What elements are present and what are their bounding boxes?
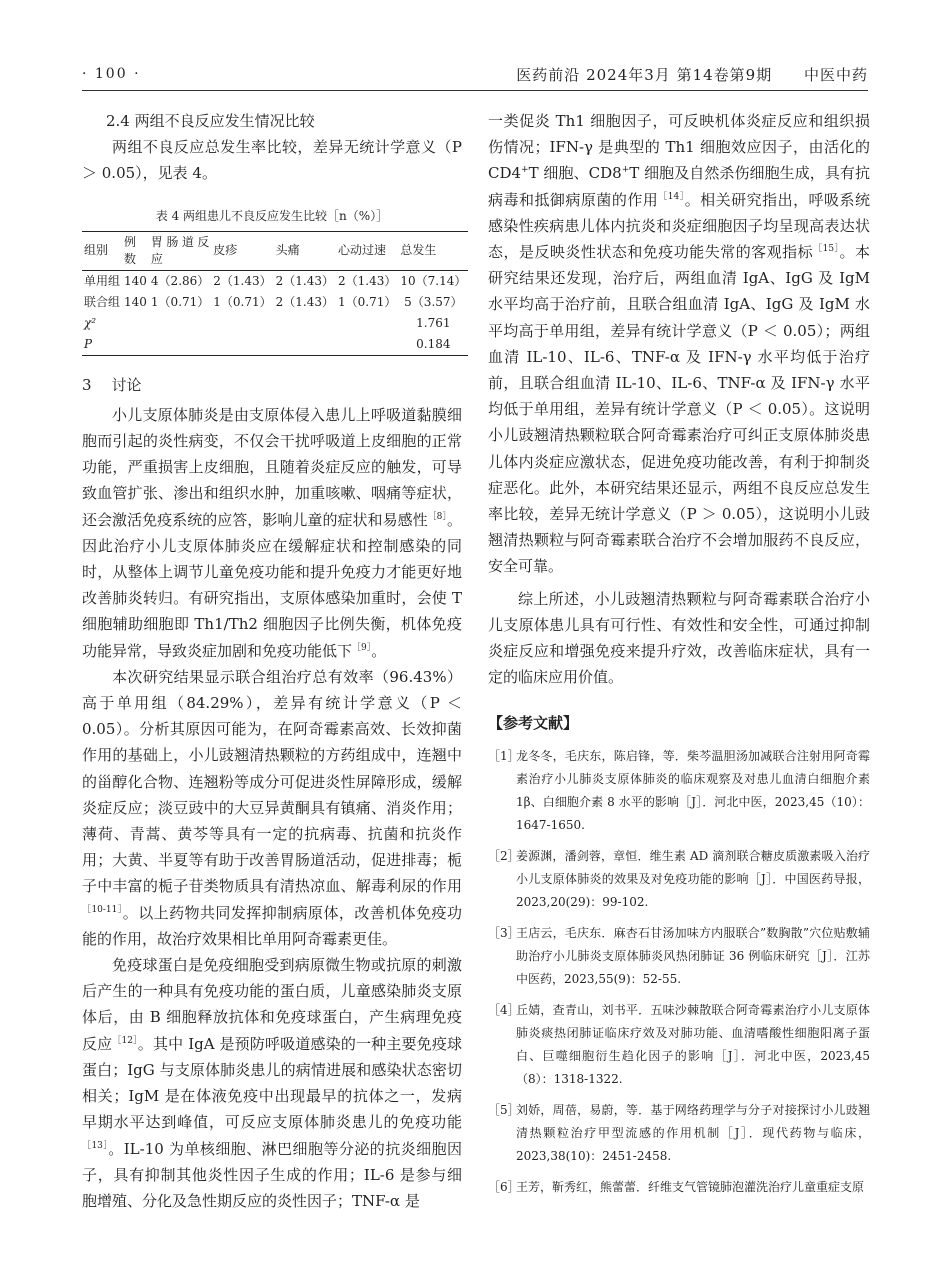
table-row-chi (82, 313, 468, 334)
reference-item (488, 1099, 870, 1168)
text: 。IL-10 为单核细胞、淋巴细胞等分泌的抗炎细胞因子，具有抑制其他炎性因子生成的作用；IL-6 是参与细胞增殖、分化及急性期反应的炎性因子；TNF-α 是 (82, 1139, 463, 1210)
text: T 细胞、CD8 (528, 164, 622, 183)
conclusion-paragraph: 综上所述，小儿豉翘清热颗粒与阿奇霉素联合治疗小儿支原体患儿具有可行性、有效性和安全性，可通过抑制炎症反应和增强免疫来提升疗效，改善临床症状，具有一定的临床应用价值。 (488, 589, 870, 687)
cell: 2（1.43） (213, 273, 272, 288)
journal-name: 医药前沿 (516, 66, 581, 84)
section-2-4-title: 2.4 两组不良反应发生情况比较 (106, 112, 315, 130)
section-number: 3 (82, 375, 92, 394)
table-row (82, 292, 468, 313)
th-cases: 例数 (124, 234, 137, 266)
table-4-caption: 表 4 两组患儿不良反应发生比较［n（%）］ (155, 208, 389, 223)
cell: 联合组 (84, 294, 121, 309)
th-headache: 头痛 (275, 243, 300, 258)
section-category: 中医中药 (803, 66, 868, 84)
reference-item (488, 745, 870, 837)
right-column (488, 108, 870, 1199)
running-header (516, 64, 868, 85)
cell: 2（1.43） (275, 273, 334, 288)
table-header-row (82, 231, 468, 270)
reference-number: ［1］ (488, 748, 520, 763)
citation: ［13］ (82, 1140, 109, 1151)
cell: 1（0.71） (213, 294, 272, 309)
citation: ［15］ (813, 244, 840, 255)
reference-text: 姜源渊，潘剑蓉，章恒．维生素 AD 滴剂联合糖皮质激素吸入治疗小儿支原体肺炎的效果及对免疫功能的影响［J］．中国医药导报，2023,20(29)：99-102. (516, 848, 870, 909)
text: 。相关研究指出，呼吸系统感染性疾病患儿体内抗炎和炎症细胞因子均呈现高表达状态，是反映炎性状态和免疫功能失常的客观指标 (488, 190, 870, 262)
cell: 单用组 (84, 273, 121, 288)
text: 一类促炎 Th1 细胞因子，可反映机体炎症反应和组织损伤情况；IFN-γ 是典型的 Th1 细胞效应因子，由活化的 CD4 (488, 112, 870, 183)
text: 。以上药物共同发挥抑制病原体，改善机体免疫功能的作用，故治疗效果相比单用阿奇霉素更佳。 (82, 903, 462, 948)
citation: ［14］ (658, 191, 685, 202)
text: 免疫球蛋白是免疫细胞受到病原微生物或抗原的刺激后产生的一种具有免疫功能的蛋白质，儿童感染肺炎支原体后，由 B 细胞释放抗体和免疫球蛋白，产生病理免疫反应 (82, 956, 462, 1053)
th-total: 总发生 (400, 243, 437, 258)
citation: ［9］ (352, 642, 372, 653)
references-title: 【参考文献】 (488, 714, 579, 733)
text: 。本研究结果还发现，治疗后，两组血清 IgA、IgG 及 IgM 水平均高于治疗前，且联合组血清 IgA、IgG 及 IgM 水平均高于单用组，差异有统计学意义（P ＜ 0.05）；两组血清 IL-10、IL-6、TNF-α 及 IFN-γ 水平均低于治疗前，且联合组血清 IL-10、IL-6、TNF-α 及 IFN-γ 水平均低于单用组，差异有统计学意义（P ＜ 0.05）。这说明小儿豉翘清热颗粒联合阿奇霉素治疗可纠正支原体肺炎患儿体内炎症应激状态，促进免疫功能改善，有利于抑制炎症恶化。此外，本研究结果还显示，两组不良反应总发生率比较，差异无统计学意义（P ＞ 0.05），这说明小儿豉翘清热颗粒与阿奇霉素联合治疗不会增加服药不良反应，安全可靠。 (488, 243, 870, 576)
header-rule (82, 90, 868, 91)
cell: 1（0.71） (338, 294, 397, 309)
superscript: + (521, 165, 529, 176)
reference-text: 王芳，靳秀红，熊蕾蕾．纤维支气管镜肺泡灌洗治疗儿童重症支原 (516, 1179, 865, 1194)
text: 小儿支原体肺炎是由支原体侵入患儿上呼吸道黏膜细胞而引起的炎性病变，不仅会干扰呼吸道上皮细胞的正常功能，严重损害上皮细胞，且随着炎症反应的触发，可导致血管扩张、渗出和组织水肿，加重咳嗽、咽痛等症状，还会激活免疫系统的应答，影响儿童的症状和易感性 (82, 405, 462, 529)
text: 。 (371, 641, 387, 660)
reference-item (488, 845, 870, 914)
chi-label: χ² (84, 315, 97, 330)
citation: ［10-11］ (82, 904, 123, 915)
superscript: + (621, 165, 630, 176)
reference-text: 丘婧，查青山，刘书平．五味沙棘散联合阿奇霉素治疗小儿支原体肺炎痰热闭肺证临床疗效及对肺功能、血清嗜酸性细胞阳离子蛋白、巨噬细胞衍生趋化因子的影响［J］．河北中医，2023,45（8）：1318-1322. (516, 1002, 870, 1086)
discussion-paragraph-2 (82, 664, 462, 952)
section-2-4-paragraph: 两组不良反应总发生率比较，差异无统计学意义（P ＞ 0.05），见表 4。 (82, 138, 462, 183)
table-row (82, 270, 468, 292)
text: 。因此治疗小儿支原体肺炎应在缓解症状和控制感染的同时，从整体上调节儿童免疫功能和提升免疫力才能更好地改善肺炎转归。有研究指出，支原体感染加重时，会使 T 细胞辅助细胞即 Th1/Th2 细胞因子比例失衡，机体免疫功能异常，导致炎症加剧和免疫功能低下 (82, 510, 462, 660)
reference-number: ［2］ (488, 848, 520, 863)
discussion-paragraph-3 (82, 952, 462, 1214)
page-number: · 100 · (82, 66, 141, 82)
table-4 (82, 231, 468, 356)
cell: 140 (124, 273, 147, 288)
th-gi: 胃肠道反应 (150, 234, 210, 266)
reference-text: 龙冬冬，毛庆东，陈启锋，等．柴芩温胆汤加减联合注射用阿奇霉素治疗小儿肺炎支原体肺炎的临床观察及对患儿血清白细胞介素 1β、白细胞介素 8 水平的影响［J］．河北中医，2023,45（10）：1647-1650. (516, 748, 870, 832)
reference-number: ［3］ (488, 925, 520, 940)
reference-number: ［6］ (488, 1179, 520, 1194)
cell: 1（0.71） (150, 294, 210, 309)
text: T 细胞及自然杀伤细胞生成，具有抗病毒和抵御病原菌的作用 (488, 164, 870, 209)
text: 。其中 IgA 是预防呼吸道感染的一种主要免疫球蛋白；IgG 与支原体肺炎患儿的病情进展和感染状态密切相关；IgM 是在体液免疫中出现最早的抗体之一，发病早期水平达到峰值，可反应支原体肺炎患儿的免疫功能 (82, 1034, 462, 1132)
cell: 10（7.14） (400, 273, 467, 288)
cell: 2（1.43） (338, 273, 397, 288)
reference-list (488, 745, 870, 1199)
cell: 4（2.86） (150, 273, 210, 288)
reference-text: 王店云，毛庆东．麻杏石甘汤加味方内服联合”数胸散”穴位贴敷辅助治疗小儿肺炎支原体肺炎风热闭肺证 36 例临床研究［J］．江苏中医药，2023,55(9)：52-55. (516, 925, 870, 986)
section-title: 讨论 (111, 375, 142, 394)
reference-text: 刘娇，周蓓，易蔚，等．基于网络药理学与分子对接探讨小儿豉翘清热颗粒治疗甲型流感的作用机制［J］．现代药物与临床，2023,38(10)：2451-2458. (516, 1102, 870, 1163)
issue-date: 2024年3月 (586, 66, 671, 84)
reference-item (488, 1176, 870, 1199)
th-group: 组别 (84, 243, 109, 258)
th-rash: 皮疹 (213, 243, 238, 258)
cell: 140 (124, 294, 147, 309)
p-label: P (84, 336, 93, 351)
reference-number: ［5］ (488, 1102, 520, 1117)
reference-item (488, 922, 870, 991)
text: 本次研究结果显示联合组治疗总有效率（96.43%）高于单用组（84.29%），差异有统计学意义（P ＜ 0.05）。分析其原因可能为，在阿奇霉素高效、长效抑菌作用的基础上，小儿豉翘清热颗粒的方药组成中，连翘中的甾醇化合物、连翘粉等成分可促进炎性屏障形成，缓解炎症反应；淡豆豉中的大豆异黄酮具有镇痛、消炎作用；薄荷、青蒿、黄芩等具有一定的抗病毒、抗菌和抗炎作用；大黄、半夏等有助于改善胃肠道活动，促进排毒；栀子中丰富的栀子苷类物质具有清热凉血、解毒利尿的作用 (82, 667, 462, 896)
volume-issue: 第14卷第9期 (676, 66, 773, 84)
cell: 5（3.57） (404, 294, 463, 309)
cell: 2（1.43） (275, 294, 334, 309)
p-value: 0.184 (416, 336, 451, 351)
table-row-p (82, 334, 468, 356)
reference-number: ［4］ (488, 1002, 520, 1017)
left-column (82, 108, 467, 1214)
discussion-paragraph-1 (82, 402, 462, 664)
chi-value: 1.761 (416, 315, 451, 330)
reference-item (488, 999, 870, 1091)
section-3-heading (82, 372, 462, 398)
citation: ［8］ (427, 511, 447, 522)
th-tachycardia: 心动过速 (338, 243, 387, 258)
discussion-paragraph-4 (488, 108, 870, 580)
citation: ［12］ (112, 1035, 138, 1046)
